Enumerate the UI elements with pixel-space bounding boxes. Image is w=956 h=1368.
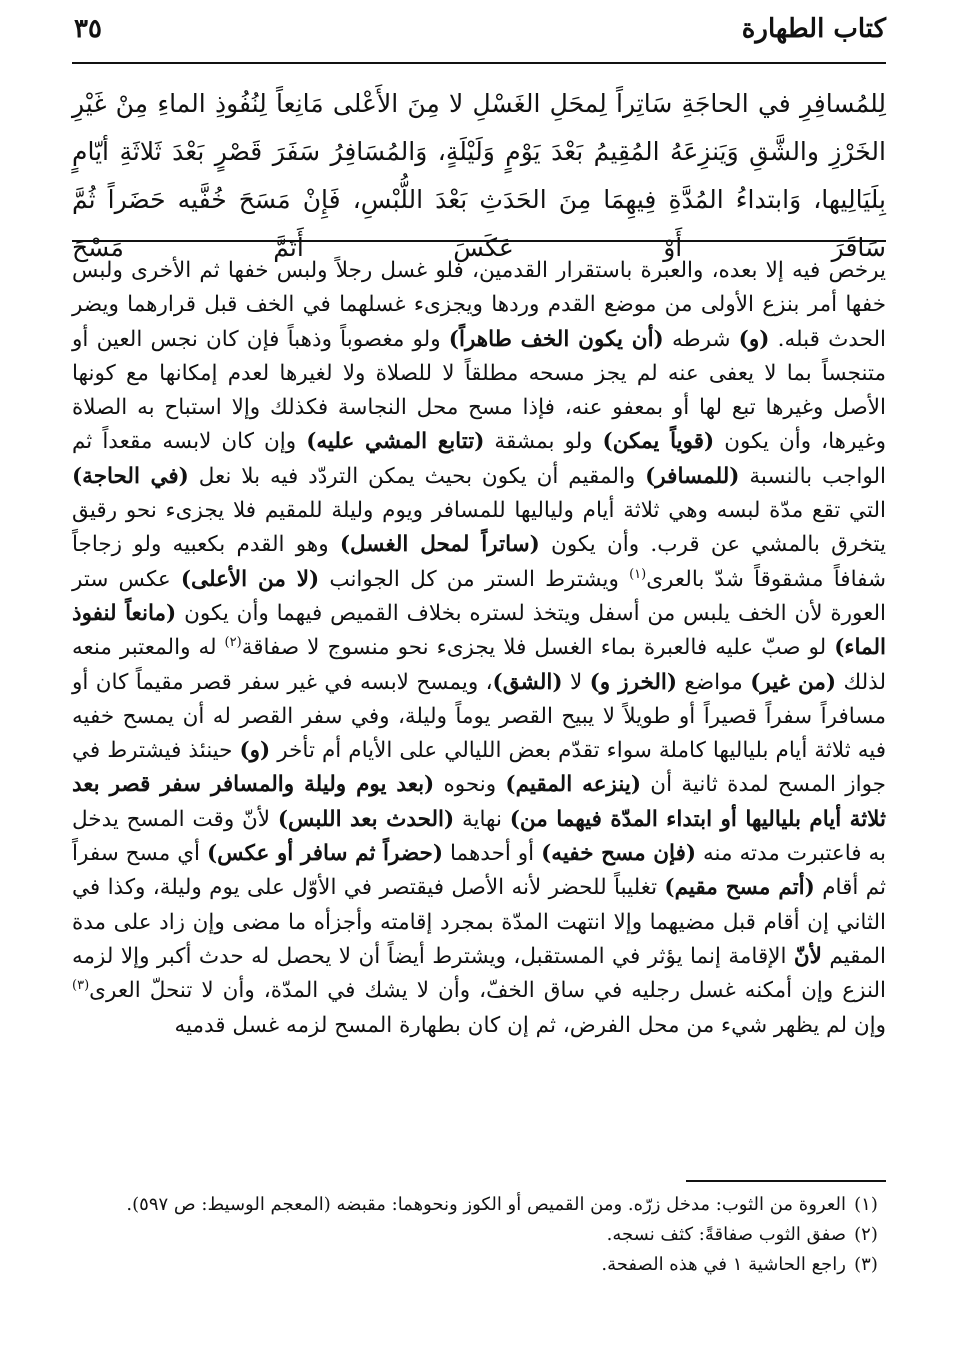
bold-matn-quote: (أن يكون الخف طاهراً) bbox=[448, 326, 664, 352]
page-header bbox=[72, 10, 886, 58]
commentary-text: مواضع bbox=[677, 669, 751, 695]
commentary-text: أي مسح سفراً ثم أقام bbox=[72, 841, 886, 901]
commentary-text: له والمعتبر منعه لذلك bbox=[72, 635, 886, 695]
bold-matn-quote: (و) bbox=[239, 738, 271, 764]
commentary-text: لأنّ وقت المسح يدخل به فاعتبرت مدته منه bbox=[72, 806, 886, 867]
bold-matn-quote: (لا من الأعلى) bbox=[180, 566, 320, 592]
bold-matn-quote: (حضراً ثم سافر أو عكس) bbox=[206, 841, 444, 867]
bold-matn-quote: (تتابع المشي عليه) bbox=[306, 429, 485, 455]
commentary-text: لا bbox=[562, 669, 590, 695]
matn-paragraph: لِلمُسافِرِ في الحاجَةِ سَاتِراً لِمحَلِ الغَسْلِ لا مِنَ الأَعْلى مَانِعاً لِنُفُوذِ الماءِ مِنْ غَيْرِ الخَرْزِ والشَّقِ وَيَنزِعَهُ المُقِيمُ بَعْدَ يَوْمٍ وَلَيْلَةٍ، وَالمُسَافِرُ سَفَرَ قَصْرٍ بَعْدَ ثَلاثَةِ أيّامٍ بِلَيَالِيها، وَابتداءُ المُدَّةِ فِيهِمَا مِنَ الحَدَثِ بَعْدَ اللُّبْسِ، فَإِنْ مَسَحَ خُفَّيه حَضَراً ثُمَّ سَافَرَ أَوْ عَكَسَ أَتَمَّ مَسْحَ bbox=[72, 89, 886, 262]
commentary-text-block bbox=[72, 254, 886, 1043]
commentary-text: ونحوه bbox=[434, 772, 506, 798]
bold-matn-quote: لأنّ bbox=[793, 943, 822, 969]
bold-matn-quote: (الشق) bbox=[492, 669, 563, 695]
footnote-number: (١) bbox=[854, 1194, 878, 1215]
commentary-text: يرخص فيه إلا بعده، والعبرة باستقرار القدمين، فلو غسل رجلاً ولبس خفها ثم الأخرى ولبس خفها أمر بنزع الأولى من موضع القدم وردها ويجزىء غسلهما في الخف قبل قرارهما ويضر الحدث قبله. bbox=[72, 258, 886, 352]
commentary-text: وإن لم يظهر شيء من محل الفرض، ثم إن كان بطهارة المسح لزمه غسل قدميه bbox=[174, 1012, 886, 1038]
commentary-text: ، ويمسح لابسه في غير سفر قصر مقيماً كان أو مسافراً سفراً قصيراً أو طويلاً لا يبيح القصر يوماً وليلة، وفي سفر القصر له أن يمسح خفيه فيه ثلاثة أيام بلياليها كاملة سواء تقدّم بعض الليالي على الأيام أم تأخر bbox=[72, 669, 887, 764]
footnote bbox=[72, 1190, 886, 1220]
footnote-text: صفق الثوب صفاقةً: كثف نسجه. bbox=[606, 1224, 846, 1245]
page-number: ٣٥ bbox=[74, 14, 102, 44]
commentary-text: وإن كان لابسه مقعداً ثم الواجب بالنسبة bbox=[72, 429, 886, 489]
matn-divider bbox=[72, 240, 886, 242]
footnote-text: راجع الحاشية ١ في هذه الصفحة. bbox=[601, 1254, 846, 1275]
commentary-text: شرطه bbox=[663, 326, 739, 352]
commentary-text: ويشترط الستر من كل الجوانب bbox=[319, 566, 630, 592]
footnote-reference: (٢) bbox=[224, 635, 242, 651]
commentary-text: ولو بمشقة bbox=[484, 429, 603, 455]
matn-text-block bbox=[72, 80, 886, 272]
bold-matn-quote: (الخرز و) bbox=[589, 669, 678, 695]
commentary-text: نهاية bbox=[454, 806, 510, 832]
commentary-text: حينئذ فيشترط في جواز المسح لمدة ثانية أن bbox=[72, 738, 886, 798]
bold-matn-quote: (أتم مسح مقيم) bbox=[664, 875, 815, 901]
bold-matn-quote: (قوياً يمكن) bbox=[602, 429, 715, 455]
bold-matn-quote: (الحدث بعد اللبس) bbox=[277, 806, 455, 832]
commentary-text: تغليباً للحضر لأنه الأصل فيقتصر في الأوّل على يوم وليلة، وكذا في الثاني إن أقام قبل مضيهما وإلا انتهت المدّة بمجرد إقامته وأجزأه ما مضى وإن زاد على مدة المقيم bbox=[72, 875, 886, 969]
bold-matn-quote: (من غير) bbox=[750, 669, 837, 695]
commentary-text: لو صبّ عليه فالعبرة بماء الغسل فلا يجزىء نحو منسوج لا صفاقة bbox=[241, 635, 835, 661]
commentary-text: عكس ستر العورة لأن الخف يلبس من أسفل ويتخذ لستره بخلاف القميص فيهما وأن يكون bbox=[72, 566, 886, 626]
bold-matn-quote: (للمسافر) bbox=[645, 463, 740, 489]
bold-matn-quote: (و) bbox=[738, 326, 770, 352]
footnote-divider bbox=[686, 1180, 886, 1182]
commentary-text: ولو مغصوباً وذهباً فإن كان نجس العين أو متنجساً بما لا يعفى عنه لم يجز مسحه مطلقاً لا للصلاة ولا لغيرها لعدم إمكانها مع كونها الأصل وغيرها تبع لها أو بمعفو عنه، فإذا مسح محل النجاسة فكذلك وإلا استباح به الصلاة وغيرها، وأن يكون bbox=[72, 326, 886, 455]
commentary-text: وهو القدم بكعبيه ولو زجاجاً شفافاً مشقوقاً شدّ بالعرى bbox=[72, 532, 887, 592]
bold-matn-quote: (بعد يوم وليلة والمسافر سفر قصر بعد ثلاثة أيام بلياليها أو ابتداء المدّة فيهما من) bbox=[72, 772, 886, 832]
bold-matn-quote: (في الحاجة) bbox=[72, 463, 189, 489]
footnote-number: (٢) bbox=[854, 1224, 878, 1245]
commentary-text: أو أحدهما bbox=[443, 841, 542, 867]
bold-matn-quote: (مانعاً لنفوذ الماء) bbox=[72, 600, 886, 661]
bold-matn-quote: (ساتراً لمحل الغسل) bbox=[339, 532, 540, 558]
commentary-paragraph bbox=[72, 254, 886, 1043]
bold-matn-quote: (فإن مسح خفيه) bbox=[541, 841, 697, 867]
header-divider bbox=[72, 62, 886, 64]
footnote-reference: (١) bbox=[629, 566, 647, 582]
commentary-text: الإقامة إنما يؤثر في المستقبل، ويشترط أيضاً أن لا يحصل له حدث أكبر وإلا لزمه النزع وإن أمكنه غسل رجليه في ساق الخفّ، وأن لا يشك في المدّة، وأن لا تنحلّ العرى bbox=[72, 943, 886, 1004]
footnote-number: (٣) bbox=[854, 1254, 878, 1275]
book-title: كتاب الطهارة bbox=[741, 14, 886, 44]
footnote-text: العروة من الثوب: مدخل زرّه. ومن القميص أو الكوز ونحوهما: مقبضه (المعجم الوسيط: ص ٥٩٧). bbox=[126, 1194, 846, 1215]
footnote-reference: (٣) bbox=[72, 978, 90, 994]
footnote bbox=[72, 1220, 886, 1250]
commentary-text: والمقيم أن يكون بحيث يمكن التردّد فيه بلا نعل bbox=[188, 463, 646, 489]
bold-matn-quote: (ينزعه المقيم) bbox=[505, 772, 641, 798]
footnote bbox=[72, 1250, 886, 1280]
commentary-text: التي تقع مدّة لبسه وهي ثلاثة أيام ولياليها للمسافر ويوم وليلة للمقيم فلا يجزىء نحو رقيق يتخرق بالمشي عن قرب. وأن يكون bbox=[72, 498, 887, 558]
footnotes bbox=[72, 1190, 886, 1280]
